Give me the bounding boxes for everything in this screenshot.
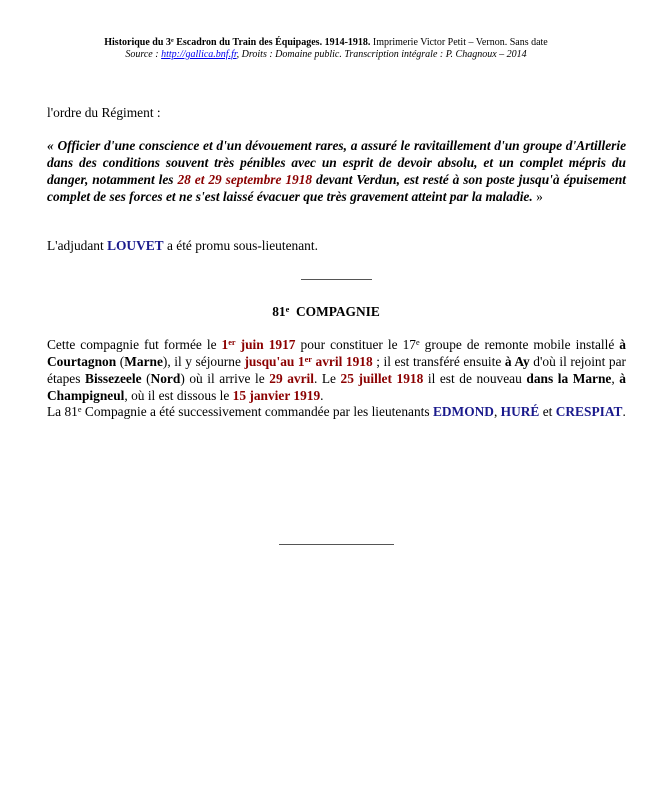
p2-name-hure: HURÉ	[500, 404, 540, 419]
p1-date-2	[244, 354, 372, 369]
p2-text-a-sup: e	[77, 404, 82, 414]
p1-text-j: . Le	[313, 371, 341, 386]
p1-text-f: ; il est transféré ensuite	[372, 354, 505, 369]
p1-text-b-sup: e	[415, 337, 420, 347]
header-line-1	[0, 37, 652, 49]
p1-place-ay: à Ay	[504, 354, 530, 369]
p1-date-1	[222, 337, 296, 352]
header-title	[104, 37, 370, 48]
p2-text-d: et	[539, 404, 556, 419]
header-title-sup: e	[170, 36, 174, 44]
p1-place-dans-la-marne: dans la Marne	[526, 371, 612, 386]
p1-text-e: ), il y séjourne	[162, 354, 245, 369]
company-paragraph-1	[47, 336, 626, 404]
header-line-2	[0, 49, 652, 61]
p1-date-1-a: 1	[221, 337, 229, 352]
company-paragraph-2	[47, 403, 626, 420]
p1-date-2-a: jusqu'au 1	[244, 354, 305, 369]
intro-line: l'ordre du Régiment :	[47, 105, 161, 120]
p1-text-l: ,	[611, 371, 620, 386]
p1-text-n: .	[320, 388, 324, 403]
p1-date-5: 15 janvier 1919	[232, 388, 321, 403]
separator-rule-2	[279, 544, 394, 545]
p1-text-b: pour constituer le 17	[295, 337, 416, 352]
promotion-name: LOUVET	[107, 238, 164, 253]
p2-name-edmond: EDMOND	[432, 404, 494, 419]
p1-date-1-sup: er	[228, 337, 236, 347]
p1-date-3: 29 avril	[269, 371, 314, 386]
p1-text-h: (	[141, 371, 151, 386]
p1-date-2-sup: er	[304, 354, 312, 364]
p1-text-k: il est de nouveau	[423, 371, 527, 386]
citation-text-1: Officier d'une conscience et d'un dévouement rares, a assuré le ravitaillement d'un groupe d'Artillerie dans des conditions souvent très pénibles avec un esprit de devoir absolu, et un complet mépris du danger, notamment les	[47, 138, 627, 187]
promotion-line	[47, 237, 626, 254]
p2-text-e: .	[622, 404, 626, 419]
p1-text-d: (	[116, 354, 125, 369]
page-header	[0, 37, 652, 61]
source-link[interactable]: http://gallica.bnf.fr	[161, 49, 237, 60]
header-rights: , Droits : Domaine public. Transcription intégrale : P. Chagnoux – 2014	[236, 49, 527, 60]
section-title	[0, 303, 652, 320]
separator-rule-1	[301, 279, 372, 280]
p1-place-bissezeele: Bissezeele	[85, 371, 142, 386]
section-number-sup: e	[285, 304, 290, 314]
citation-dates: 28 et 29 septembre 1918	[177, 172, 313, 187]
section-title-text: COMPAGNIE	[289, 304, 380, 319]
promotion-text-1: L'adjudant	[47, 238, 108, 253]
section-number: 81	[272, 304, 286, 319]
p1-place-champigneul: à Champigneul	[47, 371, 626, 403]
header-source-label: Source :	[125, 49, 162, 60]
p1-date-2-b: avril 1918	[311, 354, 373, 369]
p1-text-c: groupe de remonte mobile installé	[419, 337, 620, 352]
p1-date-4: 25 juillet 1918	[340, 371, 424, 386]
p2-name-crespiat: CRESPIAT	[555, 404, 623, 419]
p1-place-marne: Marne	[124, 354, 163, 369]
header-publisher: Imprimerie Victor Petit – Vernon. Sans date	[370, 37, 548, 48]
p1-text-g: d'où il rejoint par étapes	[47, 354, 626, 386]
citation-close-quote: »	[532, 189, 543, 204]
header-title-a: Historique du 3	[104, 37, 171, 48]
citation-paragraph	[47, 137, 626, 205]
p1-place-nord: Nord	[150, 371, 181, 386]
citation-open-quote: «	[47, 138, 58, 153]
p1-text-m: , où il est dissous le	[124, 388, 233, 403]
p1-date-1-b: juin 1917	[235, 337, 296, 352]
p1-place-courtagnon: à Courtagnon	[47, 337, 626, 369]
promotion-text-2: a été promu sous-lieutenant.	[163, 238, 318, 253]
p2-text-a: La 81	[47, 404, 78, 419]
p1-text-a: Cette compagnie fut formée le	[47, 337, 222, 352]
citation-text-2: devant Verdun, est resté à son poste jusqu'à épuisement complet de ses forces et ne s'est laissé évacuer que très gravement atteint par la maladie.	[47, 172, 627, 204]
p2-text-b: Compagnie a été successivement commandée par les lieutenants	[81, 404, 433, 419]
p1-text-i: ) où il arrive le	[180, 371, 270, 386]
header-title-b: Escadron du Train des Équipages. 1914-1918.	[173, 37, 371, 48]
p2-text-c: ,	[493, 404, 501, 419]
